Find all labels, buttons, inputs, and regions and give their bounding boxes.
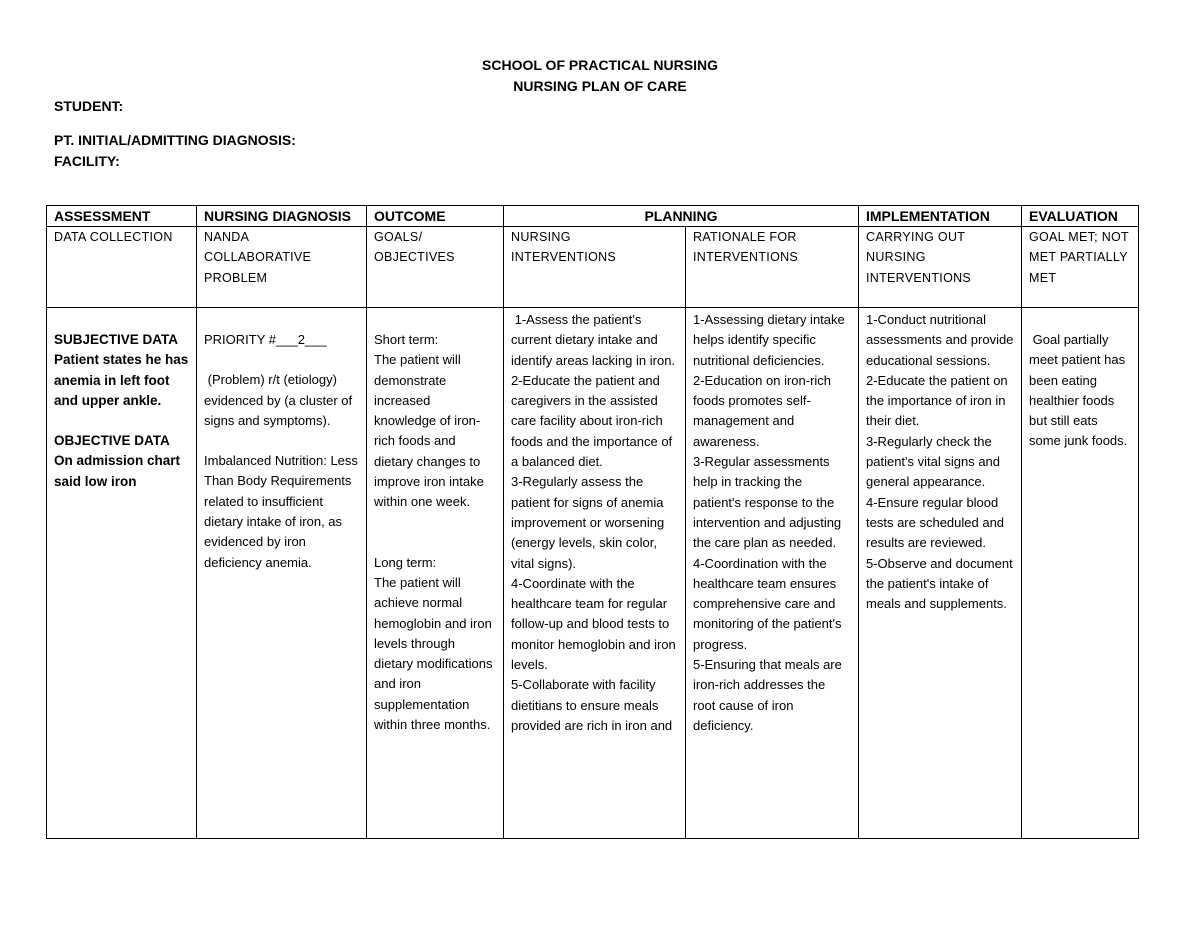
- intervention-item: 1-Assess the patient's current dietary intake and identify areas lacking in iron.: [511, 312, 676, 368]
- col-header-nursing-diagnosis: NURSING DIAGNOSIS: [197, 206, 367, 227]
- subheader-carrying-out: CARRYING OUT NURSING INTERVENTIONS: [859, 227, 1022, 308]
- implementation-item: 3-Regularly check the patient's vital signs and general appearance.: [866, 433, 1001, 490]
- col-header-planning: PLANNING: [504, 206, 859, 227]
- rationale-item: 5-Ensuring that meals are iron-rich addresses the root cause of iron deficiency.: [693, 657, 842, 733]
- short-term-text: The patient will demonstrate increased knowledge of iron-rich foods and dietary changes to improve iron intake within one week.: [374, 352, 484, 510]
- rationale-cell: [686, 308, 859, 839]
- subheader-rationale: RATIONALE FOR INTERVENTIONS: [686, 227, 859, 308]
- long-term-label: Long term:: [374, 554, 437, 570]
- priority-number: PRIORITY #___2___: [204, 332, 327, 347]
- diagnosis-template: (Problem) r/t (etiology) evidenced by (a cluster of signs and symptoms).: [204, 372, 356, 428]
- col-header-implementation: IMPLEMENTATION: [859, 206, 1022, 227]
- diagnosis-statement: Imbalanced Nutrition: Less Than Body Requirements related to insufficient dietary intake of iron, as evidenced by iron deficiency anemia.: [204, 453, 358, 570]
- objective-data-label: OBJECTIVE DATA: [54, 433, 170, 449]
- subheader-nursing-interventions: NURSING INTERVENTIONS: [504, 227, 686, 308]
- implementation-item: 4-Ensure regular blood tests are scheduled and results are reviewed.: [866, 494, 1005, 551]
- short-term-label: Short term:: [374, 332, 439, 347]
- facility-label: FACILITY:: [54, 153, 120, 169]
- objective-data-text: On admission chart said low iron: [54, 453, 181, 489]
- implementation-item: 2-Educate the patient on the importance of iron in their diet.: [866, 372, 1008, 429]
- content-row: [47, 308, 1139, 839]
- col-header-outcome: OUTCOME: [367, 206, 504, 227]
- header-row: [47, 206, 1139, 227]
- assessment-cell: [47, 308, 197, 839]
- subjective-data-text: Patient states he has anemia in left foot and upper ankle.: [54, 352, 189, 408]
- care-plan-table: [46, 205, 1139, 839]
- subjective-data-label: SUBJECTIVE DATA: [54, 332, 179, 347]
- diagnosis-cell: [197, 308, 367, 839]
- school-title: SCHOOL OF PRACTICAL NURSING: [482, 57, 718, 73]
- implementation-item: 5-Observe and document the patient's intake of meals and supplements.: [866, 555, 1013, 612]
- intervention-item: 3-Regularly assess the patient for signs of anemia improvement or worsening (energy levels, skin color, vital signs).: [511, 474, 665, 571]
- plan-title: NURSING PLAN OF CARE: [513, 78, 687, 94]
- subheader-data-collection: DATA COLLECTION: [47, 227, 197, 308]
- student-label: STUDENT:: [54, 98, 124, 114]
- diagnosis-label: PT. INITIAL/ADMITTING DIAGNOSIS:: [54, 132, 296, 148]
- col-header-assessment: ASSESSMENT: [47, 206, 197, 227]
- evaluation-text: Goal partially meet patient has been eating healthier foods but still eats some junk foods.: [1029, 332, 1129, 449]
- rationale-item: 4-Coordination with the healthcare team ensures comprehensive care and monitoring of the patient's progress.: [693, 555, 842, 652]
- implementation-item: 1-Conduct nutritional assessments and provide educational sessions.: [866, 312, 1014, 368]
- subheader-goals: GOALS/ OBJECTIVES: [367, 227, 504, 308]
- col-header-evaluation: EVALUATION: [1022, 206, 1139, 227]
- rationale-item: 1-Assessing dietary intake helps identify specific nutritional deficiencies.: [693, 312, 845, 368]
- outcome-cell: [367, 308, 504, 839]
- intervention-item: 4-Coordinate with the healthcare team for regular follow-up and blood tests to monitor hemoglobin and iron levels.: [511, 575, 676, 673]
- subheader-goal-met: GOAL MET; NOT MET PARTIALLY MET: [1022, 227, 1139, 308]
- subheader-row: [47, 227, 1139, 308]
- intervention-item: 2-Educate the patient and caregivers in the assisted care facility about iron-rich foods and the importance of a balanced diet.: [511, 372, 673, 470]
- intervention-item: 5-Collaborate with facility dietitians to ensure meals provided are rich in iron and: [511, 677, 673, 733]
- subheader-nanda: NANDA COLLABORATIVE PROBLEM: [197, 227, 367, 308]
- long-term-text: The patient will achieve normal hemoglobin and iron levels through dietary modifications and iron supplementation within three months.: [374, 574, 493, 733]
- implementation-cell: [859, 308, 1022, 839]
- rationale-item: 2-Education on iron-rich foods promotes self-management and awareness.: [693, 372, 832, 449]
- interventions-cell: [504, 308, 686, 839]
- rationale-item: 3-Regular assessments help in tracking the patient's response to the intervention and adjusting the care plan as needed.: [693, 454, 842, 551]
- evaluation-cell: [1022, 308, 1139, 839]
